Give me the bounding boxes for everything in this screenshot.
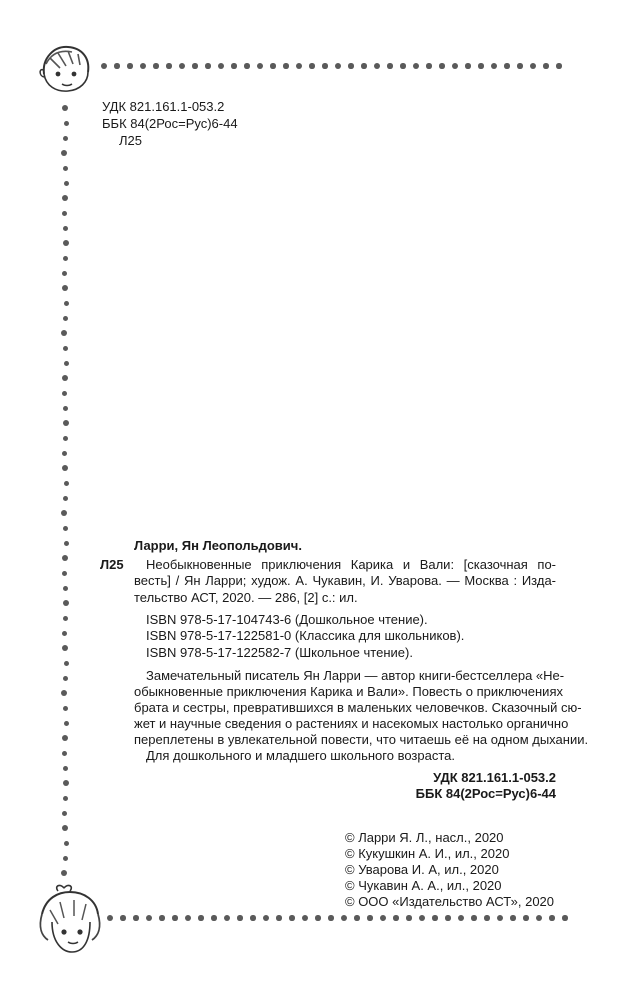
- card-description-line: тельство АСТ, 2020. — 286, [2] с.: ил.: [134, 590, 358, 605]
- border-dot: [478, 63, 483, 68]
- border-dot: [146, 915, 153, 922]
- border-dot: [413, 63, 420, 70]
- border-dot: [63, 600, 70, 607]
- border-dot: [530, 63, 537, 70]
- border-dot: [471, 915, 476, 920]
- border-dot: [549, 915, 554, 920]
- border-dot: [62, 375, 69, 382]
- card-udk: УДК 821.161.1-053.2: [433, 770, 556, 785]
- border-dot: [62, 631, 67, 636]
- border-dot: [543, 63, 548, 68]
- border-dot: [62, 211, 67, 216]
- card-author-line: Ларри, Ян Леопольдович.: [134, 538, 302, 553]
- border-dot: [63, 436, 68, 441]
- annotation-line: Замечательный писатель Ян Ларри — автор книги-бестселлера «Не-: [146, 668, 565, 683]
- border-dot: [166, 63, 171, 68]
- border-dot: [64, 361, 69, 366]
- border-dot: [61, 870, 68, 877]
- border-dot: [354, 915, 359, 920]
- border-dot: [62, 571, 67, 576]
- border-dot: [270, 63, 275, 68]
- border-dot: [367, 915, 372, 920]
- border-dot: [361, 63, 366, 68]
- border-dot: [504, 63, 509, 68]
- border-dot: [348, 63, 353, 68]
- border-dot: [63, 136, 68, 141]
- copyright-line: © Кукушкин А. И., ил., 2020: [345, 846, 510, 861]
- border-dot: [62, 391, 67, 396]
- border-dot: [63, 796, 68, 801]
- border-dot: [276, 915, 281, 920]
- girl-face-top-icon: [38, 40, 98, 98]
- border-dot: [517, 63, 522, 68]
- border-dot: [140, 63, 147, 70]
- border-dot: [63, 856, 68, 861]
- border-dot: [296, 63, 303, 70]
- border-dot: [62, 645, 69, 652]
- border-dot: [322, 63, 327, 68]
- border-dot: [62, 465, 69, 472]
- border-dot: [465, 63, 470, 68]
- border-dot: [406, 915, 411, 920]
- border-dot: [62, 451, 67, 456]
- border-dot: [64, 301, 69, 306]
- border-dot: [63, 346, 68, 351]
- border-dot: [62, 811, 67, 816]
- border-dot: [61, 690, 68, 697]
- border-dot: [419, 915, 426, 922]
- border-dot: [523, 915, 528, 920]
- border-dot: [114, 63, 119, 68]
- border-dot: [62, 751, 67, 756]
- border-dot: [244, 63, 249, 68]
- border-dot: [61, 150, 68, 157]
- isbn-line: ISBN 978-5-17-122581-0 (Классика для школьников).: [146, 628, 465, 643]
- border-dot: [536, 915, 543, 922]
- border-dot: [179, 63, 186, 70]
- border-dot: [61, 330, 68, 337]
- border-dot: [445, 915, 450, 920]
- girl-face-bottom-icon: [36, 884, 106, 960]
- border-dot: [510, 915, 515, 920]
- border-dot: [198, 915, 203, 920]
- border-dot: [63, 780, 70, 787]
- border-dot: [63, 676, 68, 681]
- border-dot: [127, 63, 132, 68]
- annotation-line: Для дошкольного и младшего школьного возраста.: [146, 748, 455, 763]
- border-dot: [185, 915, 192, 922]
- border-dot: [309, 63, 314, 68]
- border-dot: [556, 63, 561, 68]
- border-dot: [101, 63, 108, 70]
- border-dot: [63, 316, 68, 321]
- border-dot: [315, 915, 320, 920]
- border-dot: [302, 915, 309, 922]
- border-dot: [62, 285, 69, 292]
- border-dot: [62, 735, 69, 742]
- card-description-line: Необыкновенные приключения Карика и Вали: [сказочная по-: [146, 557, 556, 572]
- copyright-line: © ООО «Издательство АСТ», 2020: [345, 894, 555, 909]
- annotation-line: обыкновенные приключения Карика и Вали». Повесть о приключениях: [134, 684, 563, 699]
- border-dot: [63, 166, 68, 171]
- border-dot: [484, 915, 489, 920]
- border-dot: [237, 915, 242, 920]
- card-bbk: ББК 84(2Рос=Рус)6-44: [415, 786, 556, 801]
- border-dot: [63, 406, 68, 411]
- border-dot: [120, 915, 125, 920]
- border-dot: [426, 63, 431, 68]
- border-dot: [380, 915, 387, 922]
- border-dot: [63, 706, 68, 711]
- border-dot: [172, 915, 177, 920]
- border-dot: [205, 63, 210, 68]
- border-dot: [64, 181, 69, 186]
- border-dot: [107, 915, 114, 922]
- border-dot: [328, 915, 333, 920]
- border-dot: [153, 63, 158, 68]
- border-dot: [63, 256, 68, 261]
- border-dot: [62, 825, 69, 832]
- border-dot: [387, 63, 392, 68]
- border-dot: [61, 510, 68, 517]
- border-dot: [257, 63, 264, 70]
- border-dot: [64, 121, 69, 126]
- border-dot: [562, 915, 567, 920]
- border-dot: [250, 915, 255, 920]
- border-dot: [218, 63, 225, 70]
- border-dot: [62, 105, 69, 112]
- border-dot: [63, 766, 68, 771]
- isbn-line: ISBN 978-5-17-122582-7 (Школьное чтение).: [146, 645, 413, 660]
- border-dot: [64, 661, 69, 666]
- border-dot: [335, 63, 342, 70]
- border-dot: [497, 915, 504, 922]
- border-dot: [491, 63, 498, 70]
- classification-bbk: ББК 84(2Рос=Рус)6-44: [102, 116, 238, 131]
- isbn-line: ISBN 978-5-17-104743-6 (Дошкольное чтение).: [146, 612, 428, 627]
- border-dot: [63, 586, 68, 591]
- border-dot: [393, 915, 398, 920]
- border-dot: [263, 915, 270, 922]
- border-dot: [63, 420, 70, 427]
- copyright-line: © Уварова И. А, ил., 2020: [345, 862, 499, 877]
- border-dot: [231, 63, 236, 68]
- border-dot: [458, 915, 465, 922]
- border-dot: [62, 195, 69, 202]
- card-author-mark: Л25: [100, 557, 124, 572]
- copyright-line: © Чукавин А. А., ил., 2020: [345, 878, 502, 893]
- border-dot: [452, 63, 459, 70]
- border-dot: [283, 63, 288, 68]
- border-dot: [192, 63, 197, 68]
- border-dot: [374, 63, 381, 70]
- border-dot: [341, 915, 348, 922]
- border-dot: [63, 496, 68, 501]
- border-dot: [63, 226, 68, 231]
- card-description-line: весть] / Ян Ларри; худож. А. Чукавин, И. Уварова. — Москва : Изда-: [134, 573, 556, 588]
- border-dot: [439, 63, 444, 68]
- border-dot: [133, 915, 138, 920]
- annotation-line: переплетены в увлекательной повести, что читаешь её на одном дыхании.: [134, 732, 589, 747]
- annotation-line: жет и научные сведения о растениях и насекомых настолько органично: [134, 716, 569, 731]
- annotation-line: брата и сестры, превратившихся в маленьких человечков. Сказочный сю-: [134, 700, 582, 715]
- border-dot: [62, 271, 67, 276]
- border-dot: [64, 841, 69, 846]
- border-dot: [64, 541, 69, 546]
- classification-author-mark: Л25: [119, 133, 142, 148]
- border-dot: [63, 240, 70, 247]
- border-dot: [289, 915, 294, 920]
- border-dot: [63, 526, 68, 531]
- border-dot: [63, 616, 68, 621]
- border-dot: [64, 721, 69, 726]
- border-dot: [400, 63, 405, 68]
- border-dot: [432, 915, 437, 920]
- border-dot: [224, 915, 231, 922]
- classification-udk: УДК 821.161.1-053.2: [102, 99, 225, 114]
- copyright-line: © Ларри Я. Л., насл., 2020: [345, 830, 504, 845]
- border-dot: [159, 915, 164, 920]
- border-dot: [64, 481, 69, 486]
- border-dot: [62, 555, 69, 562]
- border-dot: [211, 915, 216, 920]
